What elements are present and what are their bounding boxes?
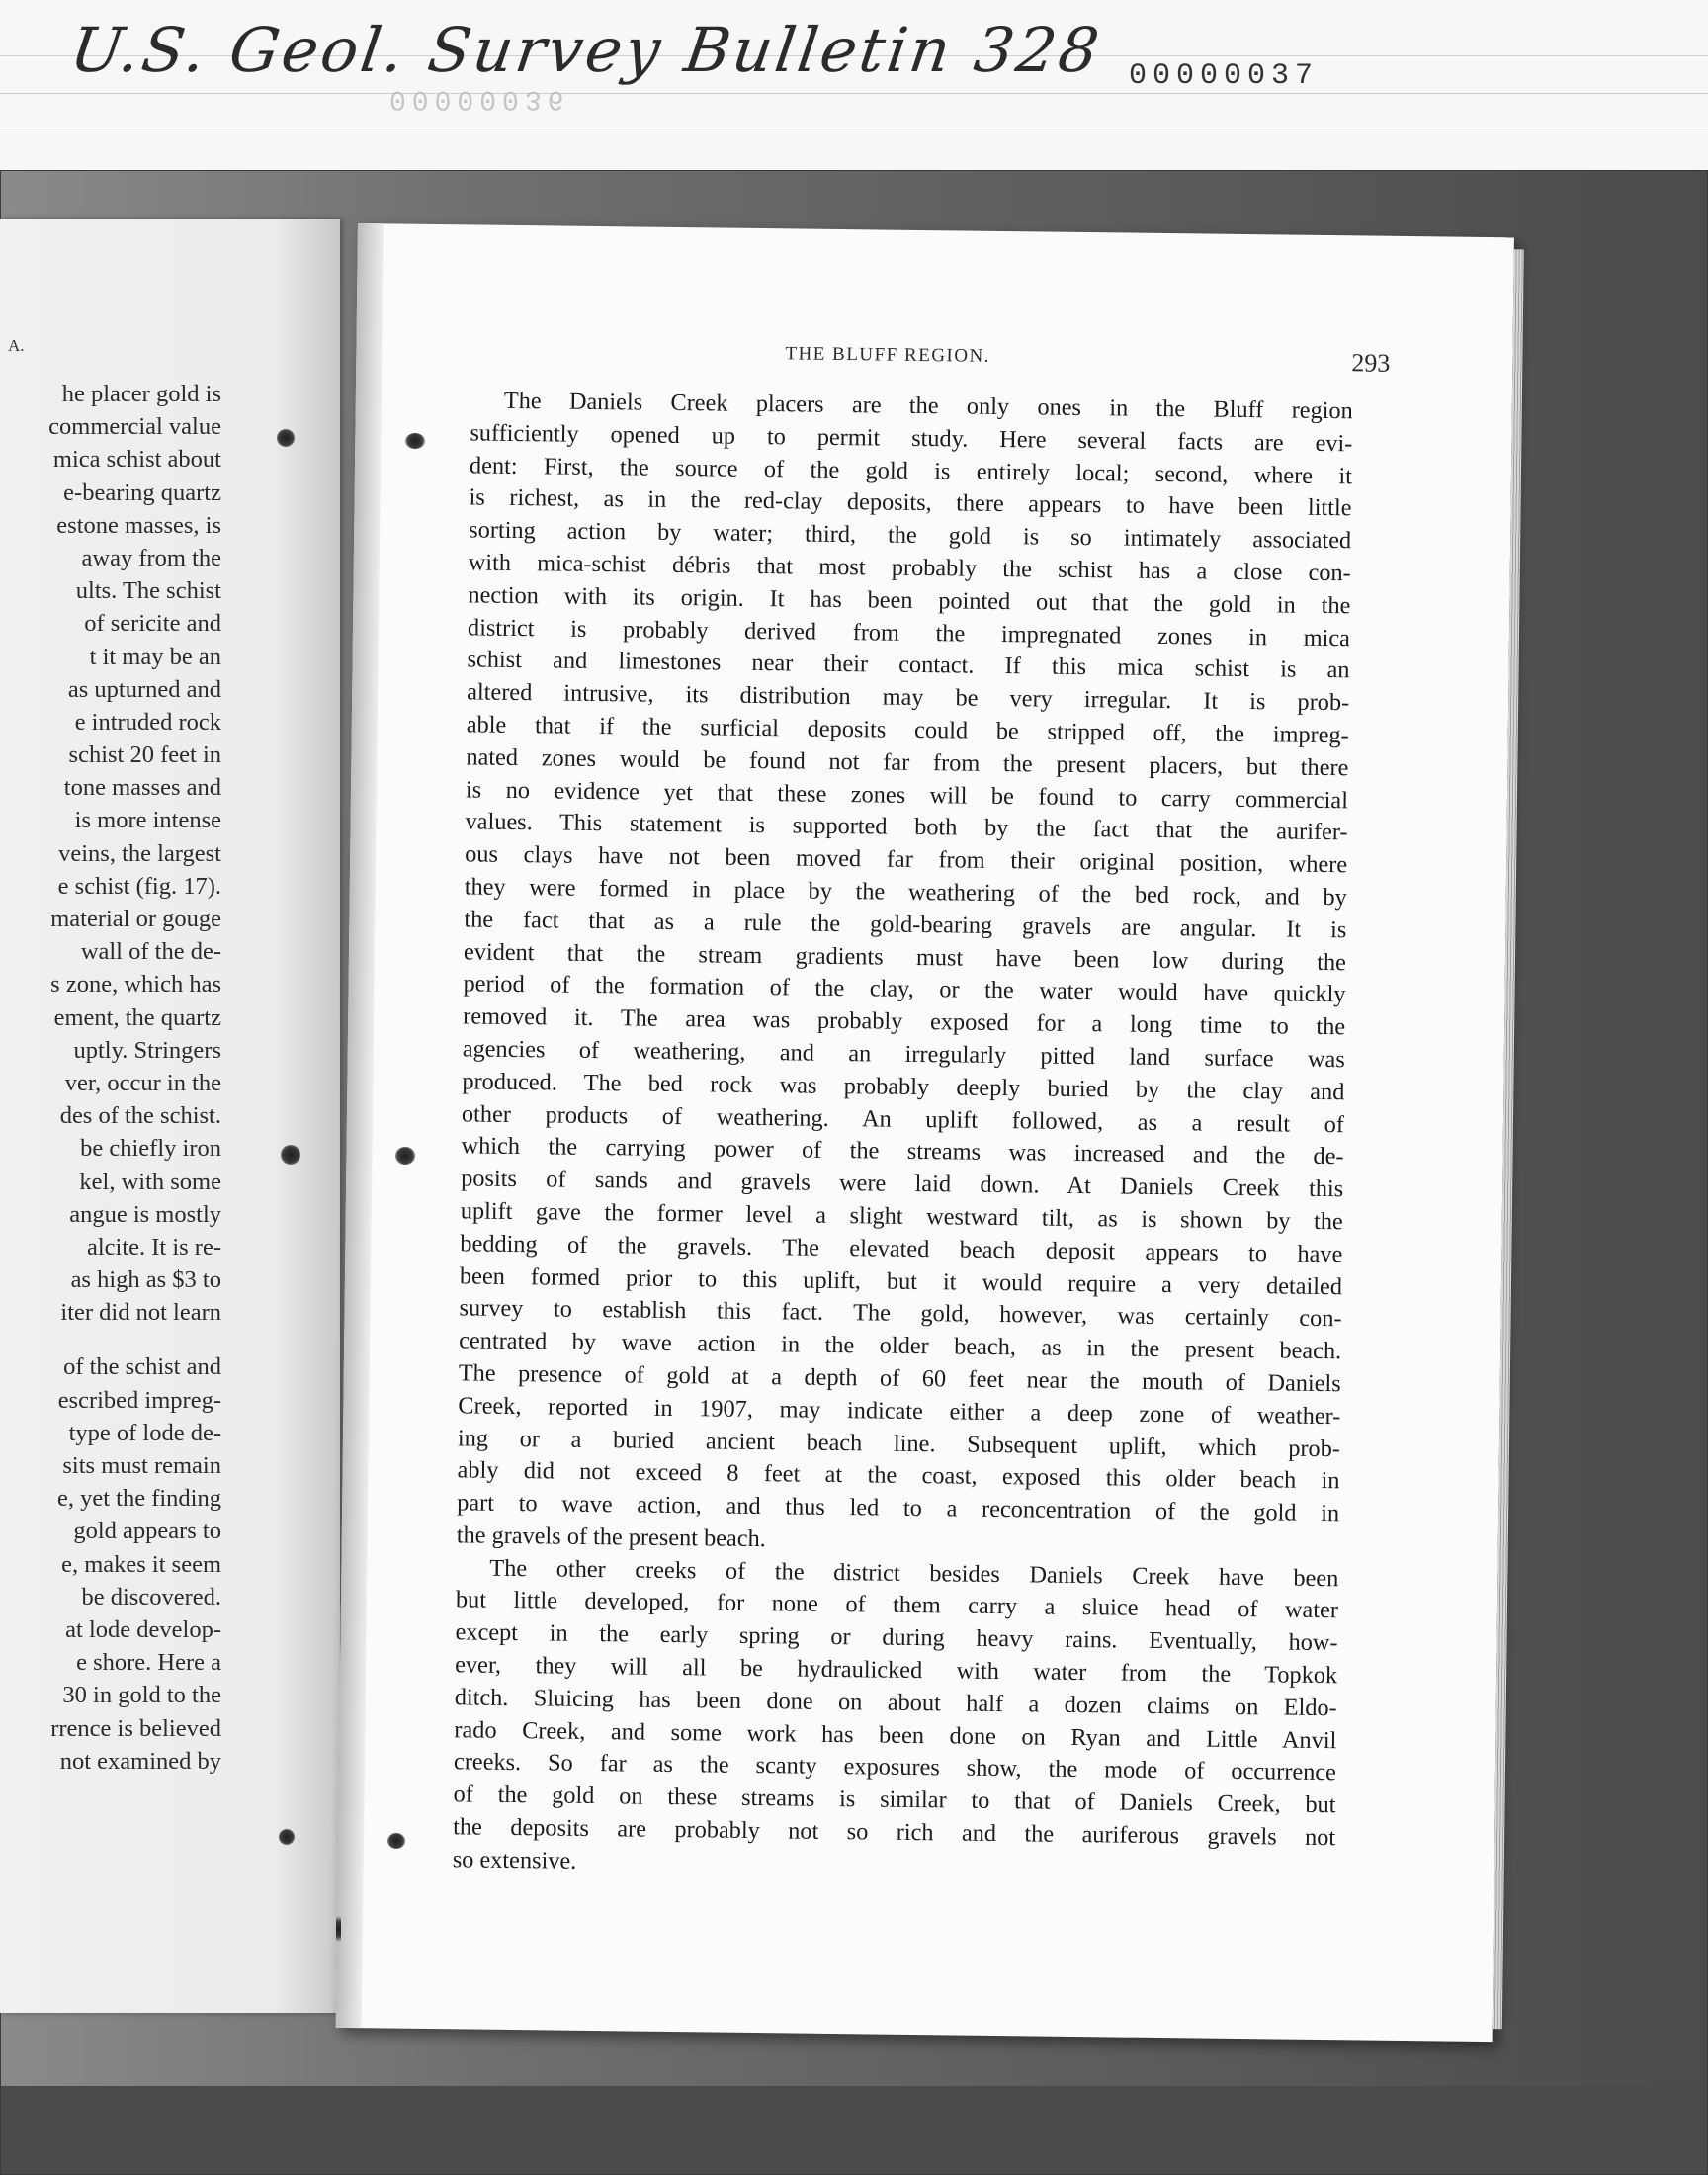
text-line: ditch. Sluicing has been done on about half a dozen claims on Eldo- [454, 1684, 1337, 1722]
text-line: altered intrusive, its distribution may be very irregular. It is prob- [467, 678, 1350, 717]
left-text-line: material or gouge [50, 906, 221, 932]
hole-punch [281, 1145, 300, 1165]
left-text-line: be chiefly iron [80, 1135, 221, 1163]
left-text-line: kel, with some [79, 1168, 221, 1195]
text-line: nection with its origin. It has been pointed out that the gold in the [468, 581, 1351, 620]
left-text-line: estone masses, is [56, 511, 221, 539]
left-page-text [8, 378, 221, 1778]
text-line: creeks. So far as the scanty exposures show, the mode of occurrence [453, 1748, 1337, 1786]
text-line: ing or a buried ancient beach line. Subsequent uplift, which prob- [457, 1424, 1341, 1462]
left-text-line: gold appears to [73, 1518, 221, 1545]
left-text-line: angue is mostly [69, 1200, 221, 1228]
text-line: district is probably derived from the impregnated zones in mica [467, 613, 1351, 652]
text-line: they were formed in place by the weathering of the bed rock, and by [464, 873, 1347, 912]
running-title: THE BLUFF REGION. [785, 343, 991, 367]
text-line: the deposits are probably not so rich and the auriferous gravels not [453, 1813, 1336, 1852]
text-line: except in the early spring or during heavy rains. Eventually, how- [455, 1618, 1338, 1657]
text-line: other products of weathering. An uplift followed, as a result of [461, 1099, 1345, 1138]
text-line: ever, they will all be hydraulicked with water from the Topkok [455, 1651, 1338, 1690]
left-text-line: uptly. Stringers [73, 1036, 221, 1064]
left-running-head: A. [8, 336, 25, 355]
text-line: produced. The bed rock was probably deeply buried by the clay and [462, 1068, 1345, 1105]
text-line: so extensive. [452, 1846, 577, 1874]
left-text-line: mica schist about [52, 446, 221, 474]
body-text [453, 385, 1353, 1886]
text-line: is richest, as in the red-clay deposits, there appears to have been little [469, 483, 1352, 522]
left-text-line: wall of the de- [80, 938, 221, 966]
running-header [356, 338, 1390, 381]
text-line: able that if the surficial deposits could be stripped off, the impreg- [466, 711, 1349, 749]
text-line: sufficiently opened up to permit study. Here several facts are evi- [470, 419, 1353, 458]
text-line: uplift gave the former level a slight westward tilt, as is shown by the [460, 1197, 1343, 1236]
text-line: rado Creek, and some work has been done on Ryan and Little Anvil [454, 1715, 1337, 1754]
text-line: but little developed, for none of them carry a sluice head of water [455, 1586, 1339, 1624]
right-page [336, 223, 1514, 2042]
left-text-line: e shore. Here a [76, 1649, 221, 1677]
left-text-line: of sericite and [84, 610, 221, 638]
text-line: part to wave action, and thus led to a reconcentration of the gold in [457, 1489, 1340, 1527]
hole-punch [405, 433, 425, 449]
left-text-line: ver, occur in the [64, 1069, 221, 1096]
text-line: the fact that as a rule the gold-bearing gravels are angular. It is [464, 906, 1347, 944]
text-line: ably did not exceed 8 feet at the coast, exposed this older beach in [457, 1456, 1340, 1495]
text-line: the gravels of the present beach. [456, 1522, 766, 1553]
left-text-line: he placer gold is [61, 381, 221, 407]
text-line: posits of sands and gravels were laid down. At Daniels Creek this [461, 1165, 1344, 1203]
left-text-line: escribed impreg- [57, 1386, 221, 1414]
document-number: 00000037 [1129, 59, 1320, 93]
text-line: centrated by wave action in the older beach, as in the present beach. [459, 1327, 1342, 1365]
text-line: bedding of the gravels. The elevated beach deposit appears to have [460, 1230, 1343, 1267]
left-text-line: be discovered. [81, 1583, 221, 1610]
left-text-line: e schist (fig. 17). [57, 872, 221, 900]
left-text-line: t it may be an [89, 643, 221, 670]
left-text-line: alcite. It is re- [86, 1233, 221, 1261]
left-text-line [8, 1329, 221, 1350]
left-text-line: iter did not learn [60, 1299, 221, 1327]
left-text-line: ults. The schist [75, 577, 221, 605]
left-text-line: 30 in gold to the [62, 1682, 221, 1709]
text-line: period of the formation of the clay, or the water would have quickly [463, 970, 1346, 1008]
text-line: been formed prior to this uplift, but it would require a very detailed [459, 1262, 1343, 1300]
left-text-line: des of the schist. [59, 1102, 221, 1130]
left-text-line: tone masses and [63, 774, 221, 802]
handwritten-title: U.S. Geol. Survey Bulletin 328 [65, 14, 1106, 86]
left-text-line: e, makes it seem [61, 1550, 221, 1578]
left-text-line: of the schist and [63, 1353, 221, 1381]
left-text-line: commercial value [48, 413, 221, 441]
left-text-line: schist 20 feet in [68, 741, 221, 769]
left-text-line: rrence is believed [50, 1714, 221, 1742]
left-text-line: s zone, which has [50, 971, 221, 999]
left-text-line: as high as $3 to [70, 1266, 221, 1294]
left-text-line: as upturned and [67, 675, 221, 703]
text-line: with mica-schist débris that most probably the schist has a close con- [468, 549, 1351, 587]
left-text-line: not examined by [59, 1747, 221, 1775]
text-line: The Daniels Creek placers are the only ones in the Bluff region [503, 387, 1353, 425]
left-text-line: type of lode de- [68, 1419, 221, 1446]
page-number: 293 [1351, 348, 1391, 378]
doc-number-bleedthrough: 00000036 [389, 83, 570, 114]
text-line: Creek, reported in 1907, may indicate either a deep zone of weather- [458, 1392, 1341, 1430]
left-page [0, 219, 340, 2013]
text-line: dent: First, the source of the gold is entirely local; second, where it [469, 451, 1353, 489]
strip-rule [0, 93, 1708, 94]
hole-punch [277, 429, 295, 447]
text-line: values. This statement is supported both by the fact that the aurifer- [465, 808, 1348, 846]
left-text-line: at lode develop- [65, 1615, 221, 1643]
hole-punch [387, 1833, 405, 1849]
text-line: agencies of weathering, and an irregularly pitted land surface was [462, 1035, 1345, 1074]
left-text-line: e intruded rock [74, 708, 221, 736]
hole-punch [279, 1829, 295, 1845]
text-line: nated zones would be found not far from the present placers, but there [466, 743, 1349, 782]
hole-punch [395, 1147, 415, 1165]
text-line: ous clays have not been moved far from their original position, where [465, 840, 1348, 879]
left-text-line: veins, the largest [58, 839, 221, 867]
text-line: removed it. The area was probably exposed for a long time to the [463, 1002, 1346, 1041]
label-strip [0, 0, 1708, 171]
left-text-line: sits must remain [62, 1452, 221, 1479]
text-line: The other creeks of the district besides Daniels Creek have been [489, 1554, 1339, 1592]
text-line: is no evidence yet that these zones will be found to carry commercial [465, 775, 1349, 814]
text-line: schist and limestones near their contact. If this mica schist is an [467, 646, 1350, 684]
scan-speck [336, 1916, 341, 1942]
left-text-line: is more intense [74, 807, 221, 834]
left-text-line: e-bearing quartz [63, 478, 221, 506]
text-line: of the gold on these streams is similar to that of Daniels Creek, but [453, 1781, 1336, 1819]
text-line: The presence of gold at a depth of 60 feet near the mouth of Daniels [458, 1359, 1341, 1398]
left-text-line: away from the [81, 544, 221, 571]
left-text-line: ement, the quartz [53, 1003, 221, 1031]
strip-rule [0, 130, 1708, 131]
text-line: survey to establish this fact. The gold, however, was certainly con- [459, 1294, 1342, 1333]
left-text-line: e, yet the finding [56, 1485, 221, 1513]
text-line: evident that the stream gradients must have been low during the [463, 937, 1347, 976]
text-line: sorting action by water; third, the gold is so intimately associated [469, 516, 1352, 555]
text-line: which the carrying power of the streams was increased and the de- [461, 1132, 1344, 1171]
